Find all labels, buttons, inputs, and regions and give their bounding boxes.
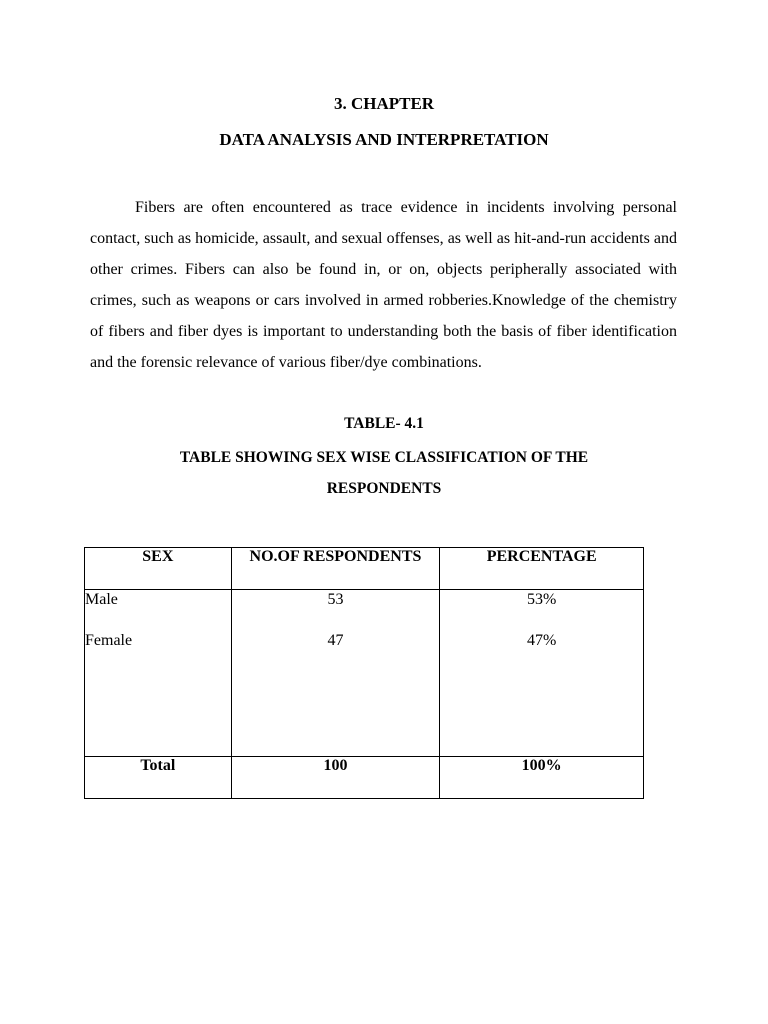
table-row-female-percentage: 47% — [526, 632, 557, 649]
table-row-male-percentage: 53% — [526, 591, 557, 608]
table-row-male-respondents: 53 — [327, 591, 344, 608]
header-sex: SEX — [85, 548, 232, 590]
respondents-cell — [231, 590, 440, 757]
total-label: Total — [85, 757, 232, 799]
body-paragraph: Fibers are often encountered as trace evidence in incidents involving personal contact, such as homicide, assault, and sexual offenses, as well as hit-and-run accidents and other crimes. Fibers can also be found in, or on, objects peripherally associated with crimes, such as weapons or cars involved in armed robberies.Knowledge of the chemistry of fibers and fiber dyes is important to understanding both the basis of fiber identification and the forensic relevance of various fiber/dye combinations. — [90, 199, 677, 371]
table-row-female-respondents: 47 — [327, 632, 344, 649]
total-respondents: 100 — [231, 757, 440, 799]
table-caption: TABLE SHOWING SEX WISE CLASSIFICATION OF THE RESPONDENTS — [179, 449, 589, 497]
table-header-row — [85, 548, 644, 590]
header-respondents: NO.OF RESPONDENTS — [231, 548, 440, 590]
percentage-cell — [440, 590, 644, 757]
chapter-title: DATA ANALYSIS AND INTERPRETATION — [219, 130, 549, 149]
header-percentage: PERCENTAGE — [440, 548, 644, 590]
sex-cell — [85, 590, 232, 757]
table-body-row — [85, 590, 644, 757]
total-percentage: 100% — [440, 757, 644, 799]
table-total-row — [85, 757, 644, 799]
table-label: TABLE- 4.1 — [344, 415, 424, 432]
chapter-number: 3. CHAPTER — [333, 94, 435, 113]
respondents-table — [84, 547, 644, 799]
table-row-male-sex: Male — [85, 591, 118, 608]
table-row-female-sex: Female — [85, 632, 133, 649]
